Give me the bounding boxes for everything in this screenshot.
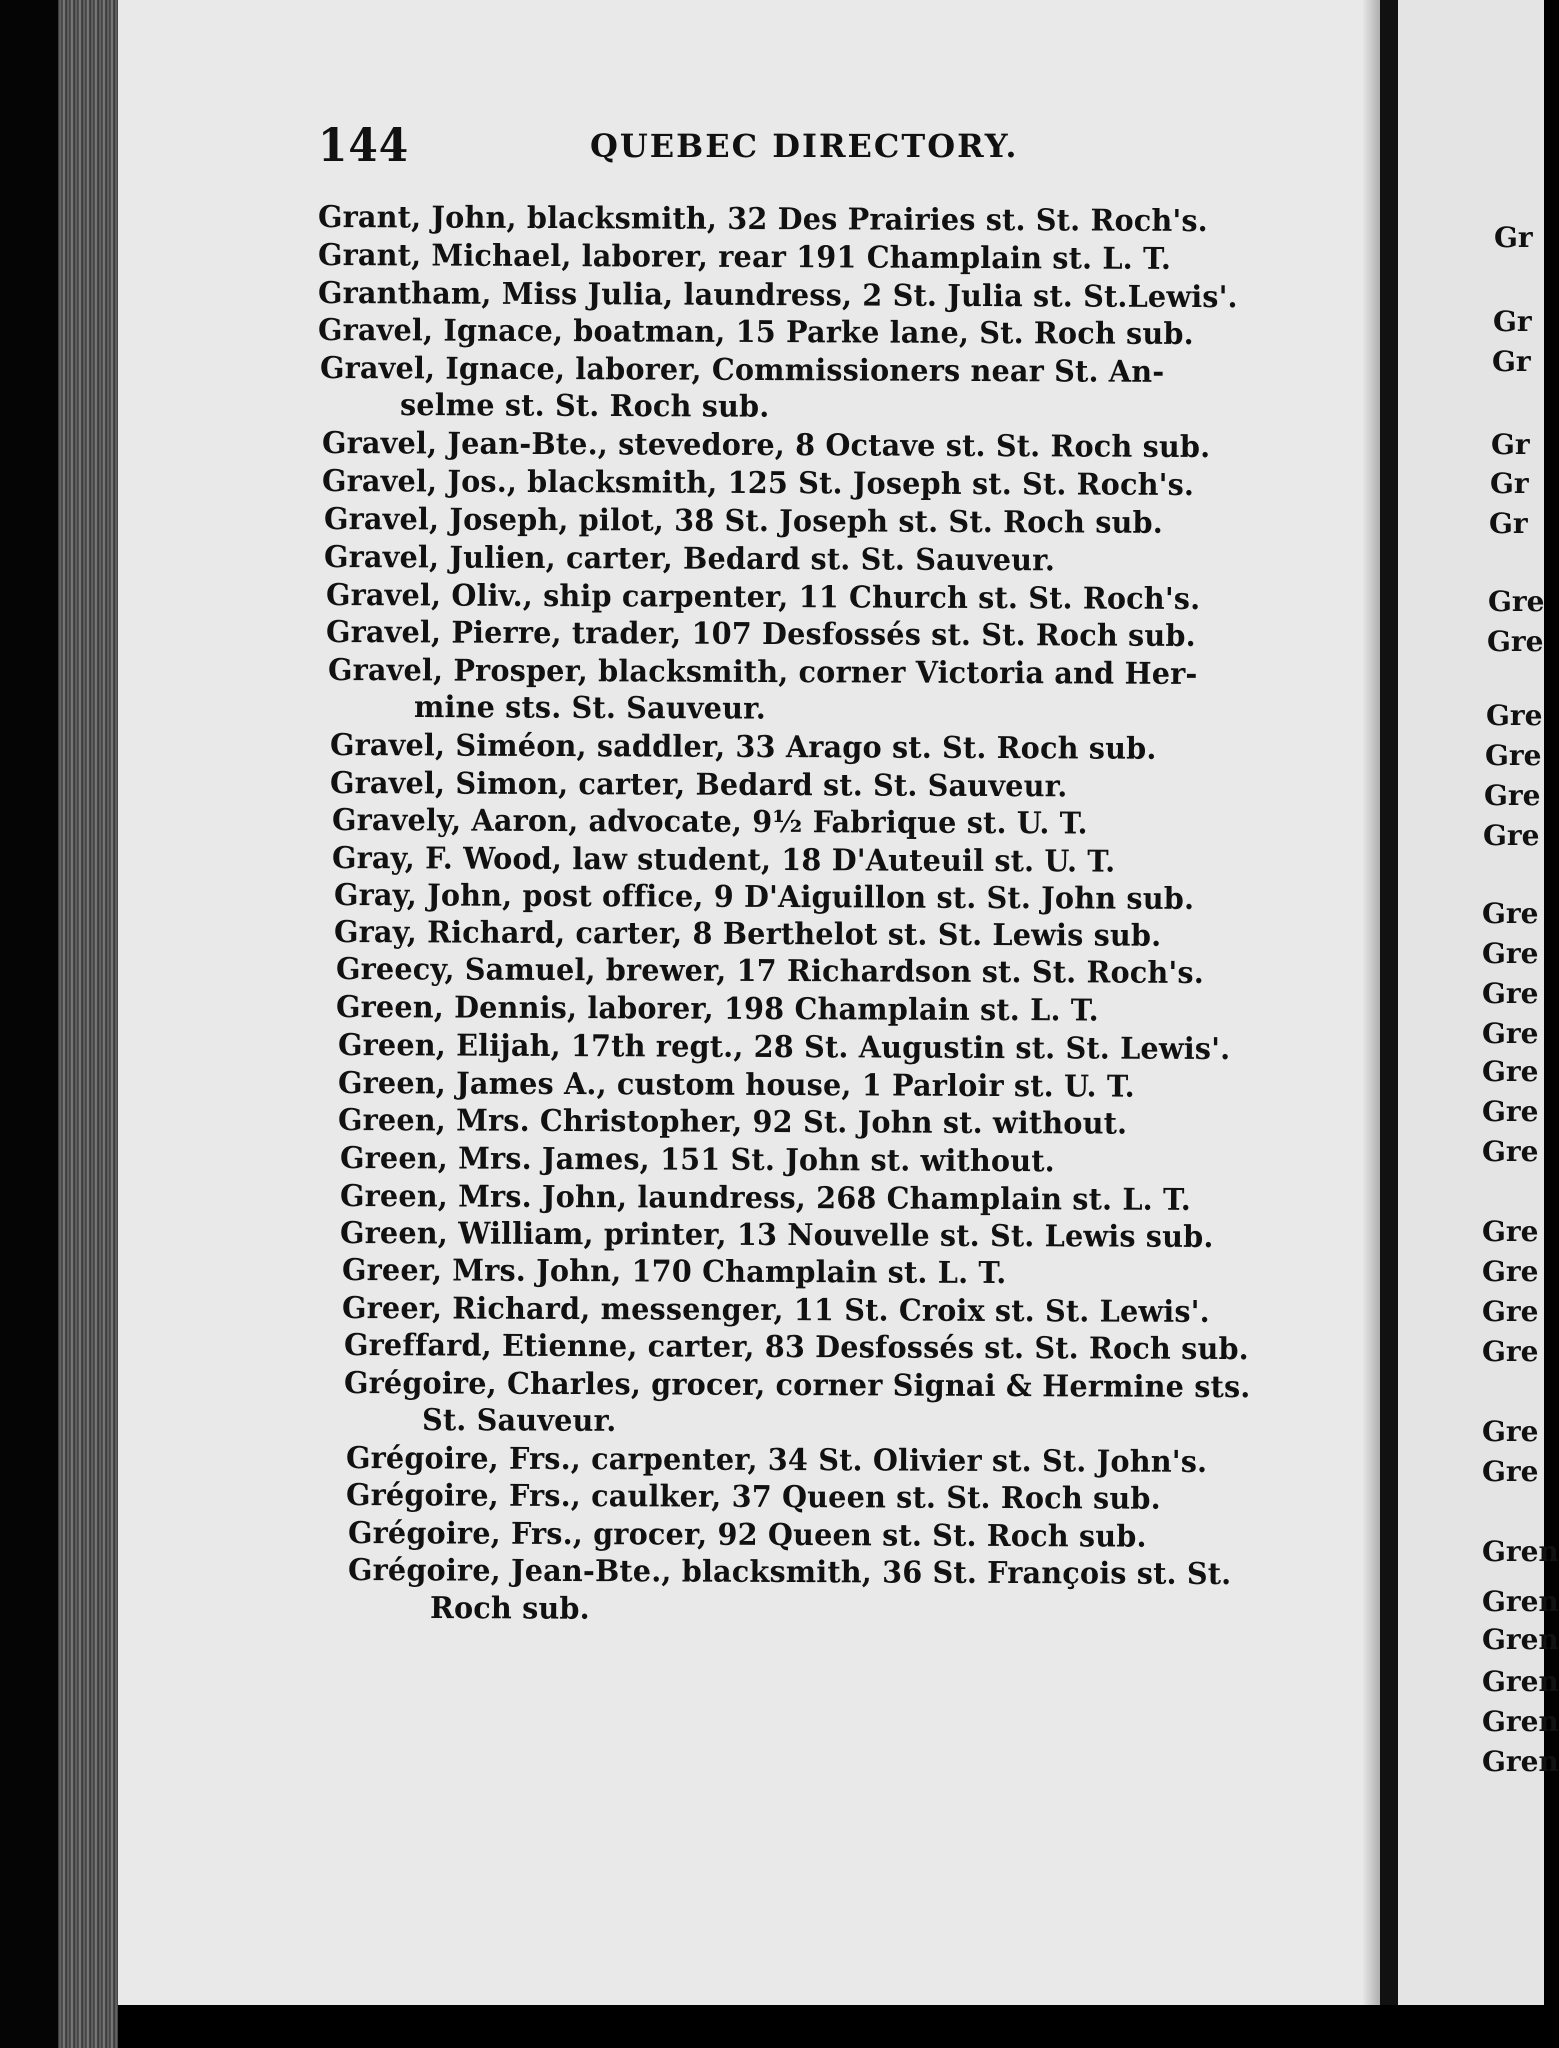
directory-entry-line: Grégoire, Frs., grocer, 92 Queen st. St. Roch sub. [347, 1516, 1147, 1555]
directory-entry-line: Green, Mrs. John, laundress, 268 Champlain st. L. T. [339, 1179, 1192, 1218]
directory-entry-line: Grégoire, Frs., caulker, 37 Queen st. St. Roch sub. [345, 1478, 1161, 1517]
directory-entry-line: Gravel, Joseph, pilot, 38 St. Joseph st. St. Roch sub. [323, 502, 1164, 541]
facing-page-fragment: Gre [1483, 819, 1540, 852]
facing-page-fragment: Gre [1482, 1295, 1539, 1328]
facing-page-fragment: Gren [1482, 1623, 1559, 1656]
facing-page-fragment: Gre [1482, 1415, 1539, 1448]
facing-page-fragment: Gre [1488, 585, 1545, 618]
page-number: 144 [318, 118, 410, 172]
directory-entry-line: Gravely, Aaron, advocate, 9½ Fabrique st. U. T. [331, 803, 1088, 842]
facing-page-fragment: Gre [1482, 1135, 1539, 1168]
directory-entry-line: Gravel, Simon, carter, Bedard st. St. Sauveur. [329, 766, 1068, 805]
facing-page-fragment: Gr [1493, 305, 1532, 338]
facing-page-fragment: Gre [1482, 1215, 1539, 1248]
facing-page-fragment: Gre [1482, 1455, 1539, 1488]
directory-entry-line: Grant, Michael, laborer, rear 191 Champlain st. L. T. [317, 238, 1172, 277]
facing-page-fragment: Gre [1484, 779, 1541, 812]
directory-entry-line: Green, Mrs. James, 151 St. John st. without. [339, 1141, 1055, 1180]
facing-page-fragment: Gre [1482, 1255, 1539, 1288]
directory-entry-line: Green, William, printer, 13 Nouvelle st. St. Lewis sub. [339, 1216, 1214, 1255]
facing-page-fragment: Gre [1482, 977, 1539, 1010]
directory-entry-line: St. Sauveur. [421, 1403, 617, 1439]
facing-page-fragment: Gren [1482, 1705, 1559, 1738]
directory-entry-line: Grégoire, Charles, grocer, corner Signai & Hermine sts. [343, 1366, 1251, 1406]
directory-entry-line: Greecy, Samuel, brewer, 17 Richardson st. St. Roch's. [335, 952, 1204, 991]
facing-page-fragment: Gr [1494, 221, 1533, 254]
facing-page-fragment: Gre [1482, 1017, 1539, 1050]
facing-page-fragment: Gre [1487, 625, 1544, 658]
directory-entry-line: Gravel, Pierre, trader, 107 Desfossés st. St. Roch sub. [325, 615, 1196, 654]
facing-page-fragment: Gre [1485, 739, 1542, 772]
directory-entry-line: Gravel, Prosper, blacksmith, corner Victoria and Her- [327, 653, 1198, 692]
directory-entry-line: Green, Mrs. Christopher, 92 St. John st. without. [337, 1103, 1128, 1142]
directory-entry-line: Gravel, Ignace, laborer, Commissioners near St. An- [319, 351, 1165, 390]
directory-entry-line: Gray, John, post office, 9 D'Aiguillon st. St. John sub. [333, 878, 1195, 917]
directory-entry-line: Green, Dennis, laborer, 198 Champlain st. L. T. [335, 990, 1099, 1029]
directory-entry-line: Grant, John, blacksmith, 32 Des Prairies st. St. Roch's. [317, 200, 1208, 240]
directory-entry-line: Gravel, Jos., blacksmith, 125 St. Joseph st. St. Roch's. [321, 464, 1195, 503]
facing-page-fragment: Gre [1482, 1055, 1539, 1088]
directory-entry-line: selme st. St. Roch sub. [399, 388, 770, 425]
gutter-shadow [1362, 0, 1380, 2048]
facing-page-fragment: Gre [1482, 937, 1539, 970]
facing-page-fragment: Gr [1489, 507, 1528, 540]
facing-page-fragment: Gr [1490, 467, 1529, 500]
facing-page-fragment: Gre [1482, 897, 1539, 930]
facing-page-fragment: Gren [1482, 1535, 1559, 1568]
directory-entry-line: Grégoire, Jean-Bte., blacksmith, 36 St. François st. St. [347, 1553, 1232, 1593]
directory-entry-line: Greffard, Etienne, carter, 83 Desfossés st. St. Roch sub. [343, 1328, 1249, 1368]
directory-entry-line: Gravel, Jean-Bte., stevedore, 8 Octave st. St. Roch sub. [321, 426, 1211, 466]
directory-entry-line: Gravel, Siméon, saddler, 33 Arago st. St. Roch sub. [329, 728, 1157, 767]
directory-entry-line: Grantham, Miss Julia, laundress, 2 St. Julia st. St.Lewis'. [317, 276, 1238, 316]
book-page-edges [58, 0, 120, 2048]
scan-background [0, 0, 58, 2048]
directory-entry-line: mine sts. St. Sauveur. [413, 690, 767, 727]
facing-page-fragment: Gren [1482, 1665, 1559, 1698]
facing-page-fragment: Gren [1482, 1745, 1559, 1778]
directory-entry-line: Grégoire, Frs., carpenter, 34 St. Olivier st. St. John's. [345, 1441, 1208, 1480]
facing-page-fragment: Gre [1486, 699, 1543, 732]
directory-entry-line: Greer, Mrs. John, 170 Champlain st. L. T. [341, 1253, 1007, 1292]
directory-entry-line: Gravel, Ignace, boatman, 15 Parke lane, St. Roch sub. [317, 313, 1194, 353]
directory-entry-line: Green, Elijah, 17th regt., 28 St. Augustin st. St. Lewis'. [337, 1028, 1231, 1068]
directory-entry-line: Gray, Richard, carter, 8 Berthelot st. St. Lewis sub. [333, 915, 1162, 954]
facing-page-fragment: Gren [1482, 1585, 1559, 1618]
directory-entry-line: Gravel, Oliv., ship carpenter, 11 Church st. St. Roch's. [325, 578, 1201, 617]
facing-page-fragment: Gre [1482, 1335, 1539, 1368]
directory-entry-line: Green, James A., custom house, 1 Parloir st. U. T. [337, 1066, 1135, 1105]
directory-entry-line: Gravel, Julien, carter, Bedard st. St. Sauveur. [323, 540, 1056, 579]
page-title: QUEBEC DIRECTORY. [590, 127, 1019, 165]
scan-bottom-edge [118, 2005, 1544, 2048]
directory-entry-line: Roch sub. [429, 1591, 590, 1627]
running-head [318, 118, 1318, 178]
directory-entry-line: Greer, Richard, messenger, 11 St. Croix st. St. Lewis'. [341, 1291, 1210, 1330]
book-gutter [1380, 0, 1398, 2048]
facing-page-fragment: Gre [1482, 1095, 1539, 1128]
directory-entry-line: Gray, F. Wood, law student, 18 D'Auteuil st. U. T. [331, 841, 1116, 880]
facing-page-fragment: Gr [1491, 428, 1530, 461]
facing-page-fragment: Gr [1492, 345, 1531, 378]
